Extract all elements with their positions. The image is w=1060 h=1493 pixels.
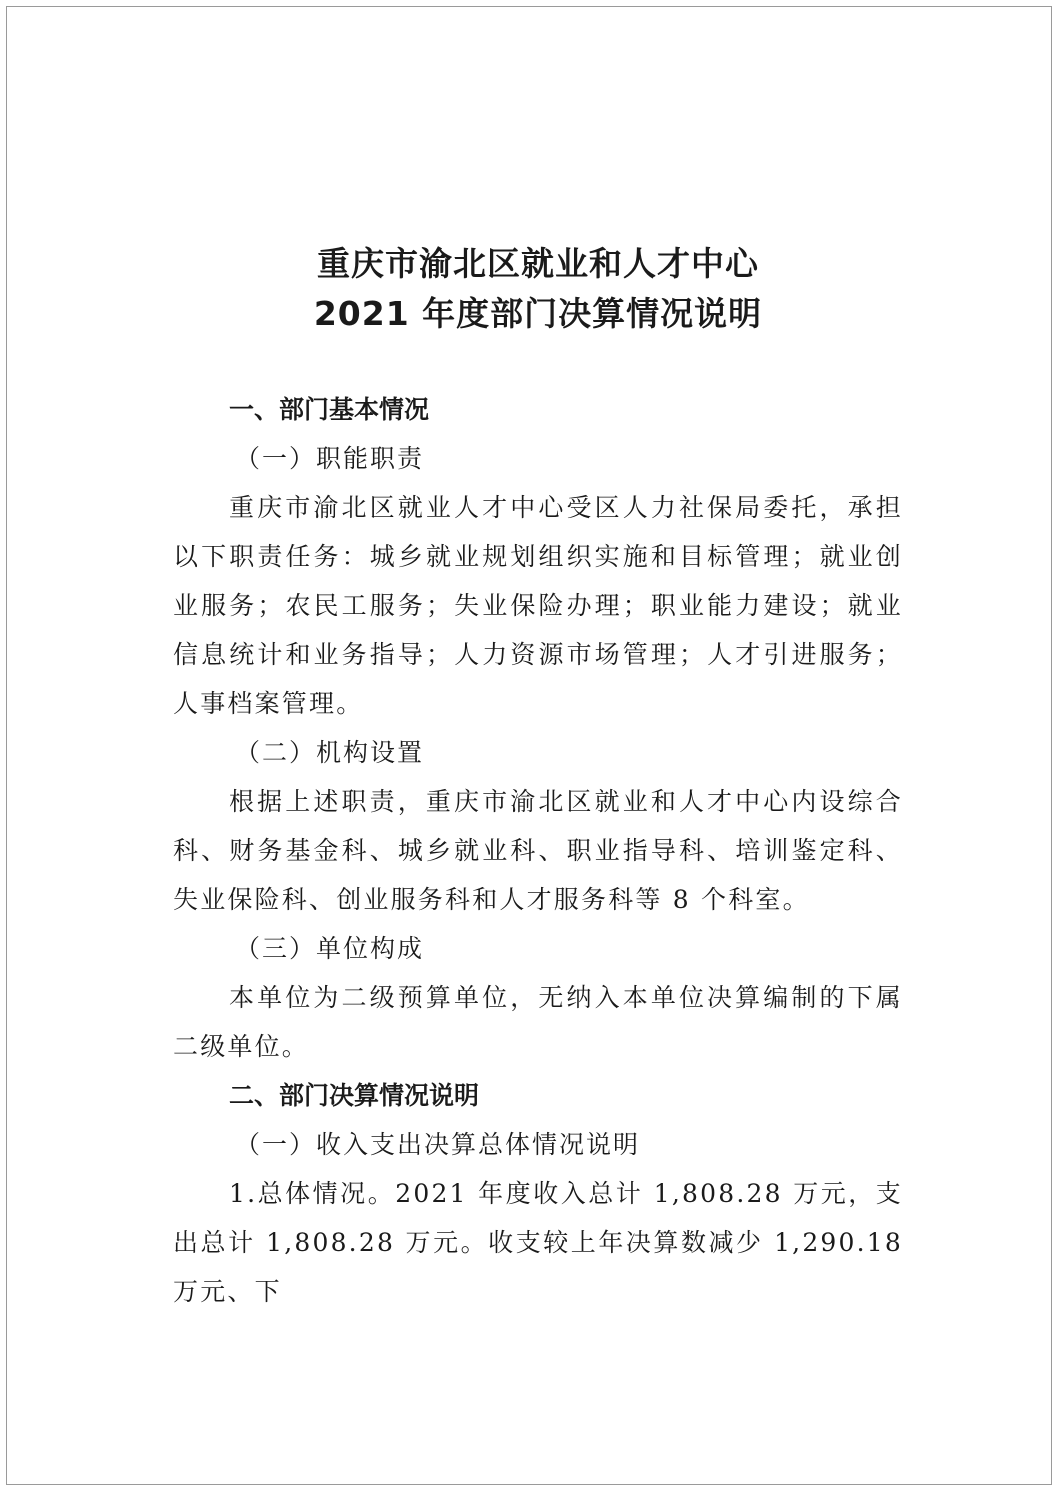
title-block: [173, 239, 903, 339]
section-1-heading: 一、部门基本情况: [229, 395, 430, 424]
section-1-1-heading: （一）职能职责: [235, 444, 425, 473]
section-2-heading: 二、部门决算情况说明: [229, 1081, 480, 1110]
document-body: [173, 239, 903, 1316]
section-1-1-paragraph: 重庆市渝北区就业人才中心受区人力社保局委托，承担以下职责任务：城乡就业规划组织实施和目标管理；就业创业服务；农民工服务；失业保险办理；职业能力建设；就业信息统计和业务指导；人力资源市场管理；人才引进服务；人事档案管理。: [173, 493, 903, 718]
document-title-line-2: 2021 年度部门决算情况说明: [313, 294, 763, 333]
document-page: [6, 6, 1052, 1485]
section-1-2-paragraph: 根据上述职责，重庆市渝北区就业和人才中心内设综合科、财务基金科、城乡就业科、职业指导科、培训鉴定科、失业保险科、创业服务科和人才服务科等 8 个科室。: [173, 787, 903, 914]
section-1-3-paragraph: 本单位为二级预算单位，无纳入本单位决算编制的下属二级单位。: [173, 983, 903, 1061]
document-title-line-1: 重庆市渝北区就业和人才中心: [317, 244, 759, 283]
section-1-2-heading: （二）机构设置: [235, 738, 425, 767]
section-2-1-heading: （一）收入支出决算总体情况说明: [235, 1130, 641, 1159]
section-1-3-heading: （三）单位构成: [235, 934, 425, 963]
section-2-1-paragraph: 1.总体情况。2021 年度收入总计 1,808.28 万元，支出总计 1,808.28 万元。收支较上年决算数减少 1,290.18 万元、下: [173, 1179, 903, 1306]
